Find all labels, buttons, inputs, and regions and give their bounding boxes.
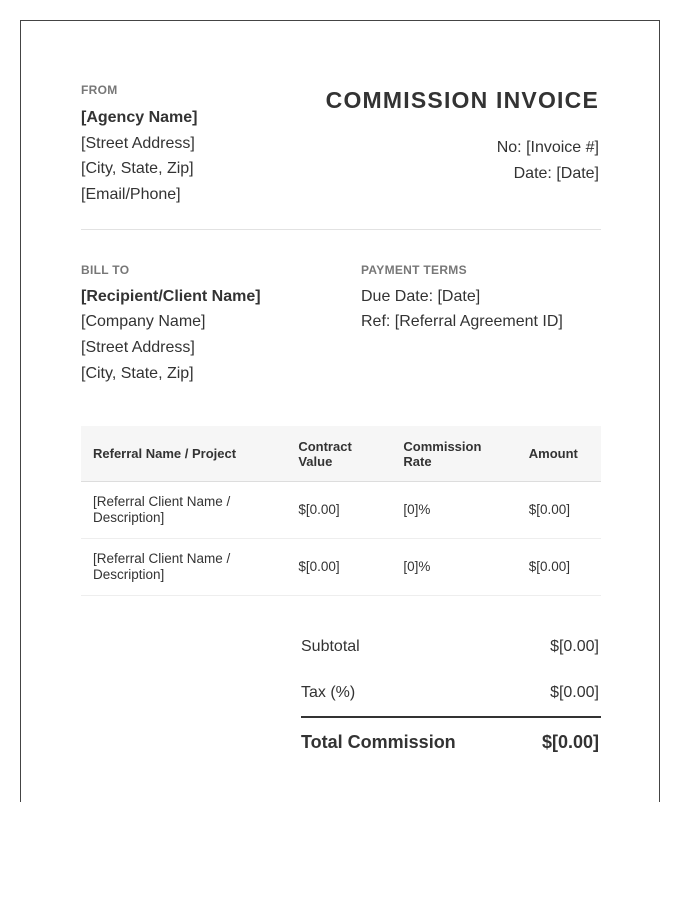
tax-value: $[0.00] [550, 684, 599, 701]
cell-amount: $[0.00] [517, 482, 601, 539]
cell-referral-name: [Referral Client Name / Description] [81, 482, 286, 539]
invoice-date: Date: [Date] [513, 165, 599, 182]
col-header-amount: Amount [517, 426, 601, 482]
subtotal-value: $[0.00] [550, 638, 599, 655]
recipient-name: [Recipient/Client Name] [81, 288, 261, 305]
company-name: [Company Name] [81, 313, 206, 330]
items-table [81, 426, 601, 596]
invoice-page [20, 20, 660, 802]
agency-name: [Agency Name] [81, 109, 198, 126]
bill-to-city: [City, State, Zip] [81, 365, 194, 382]
cell-commission-rate: [0]% [391, 482, 516, 539]
cell-commission-rate: [0]% [391, 539, 516, 596]
table-header-row [81, 426, 601, 482]
invoice-title: COMMISSION INVOICE [325, 87, 599, 113]
due-date: Due Date: [Date] [361, 288, 481, 305]
from-contact: [Email/Phone] [81, 186, 181, 203]
total-commission-value: $[0.00] [541, 732, 599, 752]
invoice-number: No: [Invoice #] [496, 139, 599, 156]
payment-terms-label: PAYMENT TERMS [361, 263, 467, 277]
bill-to-label: BILL TO [81, 263, 130, 277]
header-divider [81, 229, 601, 230]
col-header-contract-value: Contract Value [286, 426, 391, 482]
cell-amount: $[0.00] [517, 539, 601, 596]
tax-label: Tax (%) [301, 684, 356, 701]
total-commission-label: Total Commission [301, 732, 456, 752]
table-row [81, 539, 601, 596]
bill-to-street: [Street Address] [81, 339, 195, 356]
cell-contract-value: $[0.00] [286, 482, 391, 539]
cell-contract-value: $[0.00] [286, 539, 391, 596]
from-city: [City, State, Zip] [81, 160, 194, 177]
from-label: FROM [81, 83, 118, 97]
from-street: [Street Address] [81, 135, 195, 152]
referral-ref: Ref: [Referral Agreement ID] [361, 313, 563, 330]
totals-rule [301, 716, 601, 718]
cell-referral-name: [Referral Client Name / Description] [81, 539, 286, 596]
col-header-referral: Referral Name / Project [81, 426, 286, 482]
col-header-commission-rate: Commission Rate [391, 426, 516, 482]
subtotal-label: Subtotal [301, 638, 360, 655]
table-row [81, 482, 601, 539]
